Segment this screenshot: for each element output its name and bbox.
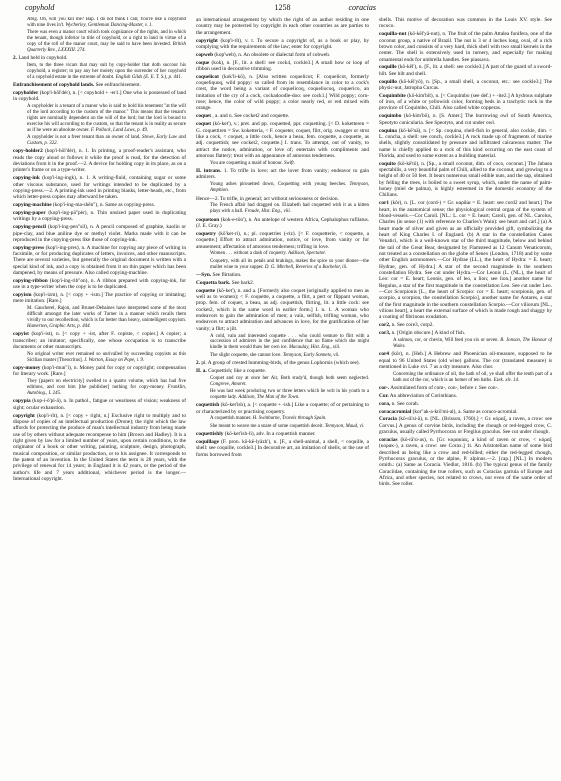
quote-source: Hamerton, Graphic Arts, p. 444. <box>27 323 91 329</box>
citation-quote <box>210 251 369 257</box>
quote-text: Women . . . without a dash of coquetry. <box>210 251 287 257</box>
dictionary-entry <box>13 292 186 305</box>
dictionary-entry <box>196 38 369 51</box>
entry-definition: Land held in copyhold. <box>18 55 68 62</box>
dictionary-entry <box>196 168 369 181</box>
dictionary-entry <box>196 74 369 112</box>
citation-quote <box>27 379 186 397</box>
entry-definition: (kok-e-tön'), n. An antelope of western Africa, Cephalophus rufilatus. (J. E. Gray.) <box>196 216 369 229</box>
quote-source: Ezek. xlv. 14. <box>493 377 520 383</box>
entry-definition: (kok), n. [F., lit. a shell: see cock4, cockle3.] A small bow or loop of ribbon used in decorative trimming. <box>196 59 369 72</box>
entry-definition: (kō-ket'), v.; pret. and pp. coquetted, ppr. coquetting. [< D. koketteren = G. coquettiren = Sw. koketteria, < F. coqueter, coquet, flirt, orig. swagger or strut like a cock, < coquet, a little cock, hence a beau, fem. coquette, a coquette, as adj. coquettish; see cocket2, coquette.] I. trans. To attempt, out of vanity, to attract the notice, admiration, or love of; entertain with compliments and amorous flattery; treat with an appearance of amorous tenderness. <box>196 121 369 159</box>
quote-source: Stowe, Early Law and Custom, p. 322. <box>27 135 186 146</box>
entry-definition: Assimilated form of com-, con-, before r. See con-. <box>390 385 499 392</box>
entry-headword: copying-ribbon <box>13 277 48 284</box>
entry-definition: 1. To trifle in love; act the lover from vanity; endeavor to gain admirers. <box>196 168 369 181</box>
dictionary-entry <box>13 245 186 277</box>
citation-quote <box>210 161 369 167</box>
entry-definition: (kop'i-ing-pen"sil), n. A pencil composed of graphite, kaolin or pipe-clay, and blue aniline dye or methyl violet. Marks made with it can be reproduced in the copying-press like those of copying-ink. <box>13 224 186 243</box>
dictionary-entry <box>13 278 186 291</box>
entry-headword: copyright <box>196 37 218 44</box>
citation-quote <box>210 353 369 359</box>
citation-quote <box>210 203 369 215</box>
entry-definition: an international arrangement by which the right of an author residing in one country may be protected by copyright in each other countries as are parties to the arrangement. <box>196 17 369 36</box>
entry-headword: copying-paper <box>13 209 46 216</box>
entry-definition: (kō-kēl'yō), n. [Sp., a small shell, a coconut, etc.: see cockle3.] The physic-nut, Jatropha Curcas. <box>379 78 552 91</box>
entry-definition: (kō-kē'nä), n. [< Sp. coquina, shell-fish in general, also cockle, dim. < L. concha, a shell: see conch, cockle3.] A rock made up of fragments of marine shells, slightly consolidated by pressure and infiltrated calcareous matter. The name is chiefly applied to a rock of this kind occurring on the east coast of Florida, and used to some extent as a building material. <box>379 127 552 159</box>
citation-quote <box>210 416 369 422</box>
quote-source: H. Swinburne, Travels through Spain. <box>252 416 327 422</box>
quote-text: You are coquetting a maid of honour. <box>210 160 283 166</box>
dictionary-entry <box>379 93 552 112</box>
entry-definition: n. [Origin obscure.] A kind of fish. <box>391 330 466 337</box>
quote-source: Tennyson, Maud, vi. <box>324 423 365 429</box>
entry-definition: , a. and n. See cocket2 and coquette. <box>212 113 290 120</box>
dictionary-entry <box>379 161 552 199</box>
entry-definition: (kō-kē'tō), n. [Sp., a small coconut, dim. of coco, coconut.] The Jubaea spectabilis, a very beautiful palm of Chili, allied to the coconut, and growing to a height of 40 or 50 feet. It bears numerous small edible nuts, and the sap, obtained by felling the trees, is boiled to a sweet syrup, which, under the name of palm-honey (miel de palma), is highly esteemed in the domestic economy of the Chilians. <box>379 160 552 199</box>
quote-source: Addison, Spectator. <box>287 251 326 257</box>
quote-source: Froude, Hist. Eng., viii. <box>244 209 291 215</box>
entry-definition: (kôr), n. [Heb.] A Hebrew and Phoenician oil-measure, supposed to be equal to 96 United States (old wine) gallons. The cor (translated measure) is mentioned in Luke xvi. 7 as a dry measure. Also chor. <box>379 351 552 370</box>
citation-quote <box>27 104 186 133</box>
dictionary-entry <box>196 121 369 159</box>
dictionary-entry <box>13 202 186 208</box>
entry-definition: (kō-kim'bō), n. [S. Amer.] The burrowing owl of South America, Speotyto cunicularia. See Speotyto, and cut under owl. <box>379 113 552 126</box>
dictionary-entry <box>13 90 186 103</box>
entry-definition: (kop'i-rīt), n. [< copy + right, n.] Exclusive right to multiply and to dispose of copies of an intellectual production (Drone); the right which the law affords for protecting the produce of man's intellectual industry from being made use of by others without adequate recompense to him (Brown and Hadley). It is a right given by law for a limited number of years, upon certain conditions, to the originator of a book or other writing, painting, sculpture, design, photograph, musical composition, or similar production, or to his assignee. It corresponds to the patent of an invention. In the United States the term is 28 years, with the privilege of renewal for 14 years; in England it is 42 years, or the period of the author's life and 7 years additional, whichever period is the longer.—International copyright. <box>13 412 186 482</box>
entry-headword: cor2, <box>379 322 391 329</box>
quote-text: Young ashes pirouetted down, Coquetting with young beeches. <box>210 182 347 188</box>
entry-definition: See enfranchisement. <box>95 82 141 89</box>
entry-definition: n. See core3, corp2. <box>391 322 434 329</box>
entry-headword: cor1 <box>379 200 389 207</box>
dictionary-entry <box>196 217 369 230</box>
dictionary-entry <box>379 401 552 407</box>
entry-headword: coquetoon <box>196 216 220 223</box>
quote-text: M. Gaucherel, Rajon, and Brunet-Debaines have interpreted some of the most difficult amongst the later works of Turner in a manner which recalls them vividly to our recollection, which is far better than heavy, unintelligent copyism. <box>27 306 186 324</box>
entry-definition: (kō-ket'ish-li), adv. In a coquettish manner. <box>224 431 316 438</box>
citation-quote <box>27 30 186 54</box>
quote-text: A coquettish manner. <box>210 416 252 422</box>
citation-quote <box>27 352 186 364</box>
dictionary-entry <box>196 280 369 286</box>
entry-headword: coquilla-nut <box>379 31 407 38</box>
entry-definition: (kop-i-ō'pi-ä), n. In pathol., fatigue or weariness of vision; weakness of sight; ocular exhaustion. <box>13 398 186 411</box>
entry-headword: Coracia <box>379 416 397 423</box>
entry-headword: —Syn. <box>196 271 212 278</box>
entry-definition: (kop'i-ing-pā"pėr), n. Thin unsized paper used in duplicating writings by a copying-press. <box>13 209 186 223</box>
entry-definition: (kō-kim'bīt), n. [< Coquimbo (see def.) + -ite2.] A hydrous sulphate of iron, of a white or yellowish color, forming beds in a trachytic rock in the province of Coquimbo, Chili. Also called white copperas. <box>379 92 552 112</box>
entry-headword: cora, <box>379 400 391 407</box>
entry-headword: copyright <box>13 412 35 419</box>
entry-headword: coquillo <box>379 78 397 85</box>
entry-headword: copying-press <box>13 244 45 251</box>
entry-headword: cor3, <box>379 330 391 337</box>
entry-definition: pl. A group of crested humming-birds, of the genus Lophornis (which see). <box>201 360 360 367</box>
citation-quote <box>210 182 369 194</box>
entry-headword: coquimbo <box>379 113 402 120</box>
column-1 <box>13 17 186 781</box>
entry-definition: Hence—2. To trifle, in general; act without seriousness or decision. <box>196 195 339 202</box>
entry-headword: copying-ink <box>13 175 40 182</box>
entry-headword: coquettishly <box>196 431 224 438</box>
dictionary-entry <box>379 64 552 77</box>
citation-quote <box>210 389 369 401</box>
entry-definition: See flirtation. <box>212 271 242 278</box>
entry-headword: copyist <box>13 331 29 338</box>
entry-definition: An abbreviation of Corinthians. <box>389 392 458 399</box>
entry-definition: See bark2. <box>231 279 255 286</box>
entry-headword: coquetry <box>196 230 217 237</box>
dictionary-entry <box>196 431 369 437</box>
quote-text: She meant to weave me a snare of some coquettish deceit. <box>210 423 324 429</box>
entry-headword: copy-money <box>13 365 41 372</box>
entry-headword: copweb <box>196 51 214 58</box>
entry-definition: n. See corah. <box>391 400 420 407</box>
quote-source: Swift. <box>283 160 295 166</box>
dictionary-entry <box>379 31 552 63</box>
entry-headword: cor-. <box>379 385 390 392</box>
entry-headword: coque <box>196 59 210 66</box>
quote-source: Wycherley, Gentleman Dancing-Master, v. 1. <box>65 22 153 28</box>
quote-text: Concerning the ordinance of oil, the bath of oil, ye shall offer the tenth part of a bath out of the cor, which is an homer of ten baths. <box>393 371 552 383</box>
entry-definition: (kop'web), n. An obsolete or dialectal form of cobweb. <box>214 51 331 58</box>
quote-source: British Quarterly Rev., LXXXIII. 274. <box>27 42 186 53</box>
quote-text: A copyholder is not a freer tenant than an owner of land. <box>27 135 141 141</box>
dictionary-entry <box>13 331 186 350</box>
citation-quote <box>210 376 369 388</box>
dictionary-entry <box>196 288 369 332</box>
entry-definition: (kō'ket-ri), n.; pl. coquetries (-riz). [< F. coquetterie, < coquette, a coquette.] Effort to attract admiration, notice, or love, from vanity or for amusement; affectation of amorous tenderness; trifling in love. <box>196 230 369 250</box>
entry-definition: (kop'i-ing-rib"on), n. A ribbon prepared with copying-ink, for use in a type-writer when the copy is to be duplicated. <box>13 277 186 291</box>
dictionary-entry <box>379 322 552 328</box>
citation-quote <box>27 306 186 330</box>
quote-source: B. Jonson, The Honour of Wales. <box>393 338 552 349</box>
quote-text: They [papers on electricity] swelled to a quarto volume, which has had five editions, and cost him [the publisher] nothing for copy-money. <box>27 379 186 391</box>
columns <box>13 17 552 781</box>
dictionary-entry <box>196 272 369 278</box>
entry-definition: (kō-kēl'yä-nut), n. The fruit of the palm Attalea funifera, one of the coconut group, a native of Brazil. The nut is 3 or 4 inches long, oval, of a rich brown color, and consists of a very hard, thick shell with two small kernels in the center. The shell is extensively used in turnery, and especially for making ornamental ends for umbrella handles. See piassava. <box>379 31 552 63</box>
entry-definition: (kop'i-hōl'dėr), n. 1. In printing, a proof-reader's assistant, who reads the copy aloud or follows it while the proof is read, for the detection of deviations from it in the proof.—2. A device for holding copy in its place, as on a printer's frame or on a type-writer. <box>13 148 186 174</box>
entry-headword: copying-pencil <box>13 224 46 231</box>
quote-text: A salmon, cor, or chevin, Will feed you six or seven. <box>393 338 499 343</box>
entry-headword: Coquimbite <box>379 92 406 99</box>
dictionary-entry <box>13 175 186 200</box>
quote-source: Franklin, Autobiog., I. 245. <box>27 385 186 396</box>
entry-headword: coquito <box>379 160 396 167</box>
entry-headword: coquet <box>196 121 212 128</box>
dictionary-entry <box>379 409 552 415</box>
entry-headword: Coquetta bark. <box>196 279 231 286</box>
quote-source: D. G. Mitchell, Reveries of a Bachelor, iii. <box>264 264 348 270</box>
entry-headword: II. a. <box>196 367 207 374</box>
dictionary-entry <box>13 365 186 378</box>
entry-definition: (kō-rā'si-ä), n. [NL. (Brisson, 1760).] < Gr. κόραξ, a raven, a crow: see Corvus.] A genus of corvine birds, including the chough or red-legged crow, C. graculus, usually called Pyrrhocorax or Fregilus graculus. See cut under chough. <box>379 416 552 436</box>
entry-headword: coracacromial <box>379 408 412 415</box>
column-3 <box>379 17 552 781</box>
quote-source: Addison, The Man of the Town. <box>238 394 300 400</box>
dictionary-entry <box>196 402 369 415</box>
quote-text: Item, to the three vicars that may suit by copy-holder that doth succour his copyhold, a register; to pay any her moiety upon the surrender of her copyhold of a copyhold estate in the extreme of doubt. <box>27 63 186 80</box>
entry-definition: (kop'i-rīt), v. t. To secure a copyright of, as a book or play, by complying with the requirements of the law; enter for copyright. <box>196 37 369 50</box>
column-2 <box>196 17 369 781</box>
entry-definition: (kō-ket'), n. and a. [Formerly also coquet (originally applied to men as well as to women); < F. coquette, a coquette, a flirt, a pert or flippant woman, prop. fem. of coquet, a beau, as adj. coquettish, flirting, lit. a little cock: see cocket2, which is the same word in earlier form.] I. n. 1. A woman who endeavors to gain the admiration of men; a vain, selfish, trifling woman, who endeavors to attract admiration and advances in love, for the gratification of her vanity; a flirt; a jilt. <box>196 287 369 332</box>
dictionary-entry <box>196 196 369 202</box>
dictionary-entry <box>13 224 186 243</box>
dictionary-entry <box>196 360 369 366</box>
dictionary-entry <box>379 330 552 336</box>
entry-headword: 2. <box>13 55 17 62</box>
dictionary-entry <box>196 439 369 458</box>
page-header <box>13 3 552 15</box>
dictionary-entry <box>379 79 552 92</box>
quote-source: Congreve, Amoret. <box>210 381 247 387</box>
dictionary-entry <box>379 17 552 30</box>
entry-headword: 2. <box>196 360 200 367</box>
quote-text: He was last week producing two or three letters which he writ in his youth to a coquette lady. <box>210 389 369 400</box>
quote-source: J. Warton, Essay on Pope, i. 9. <box>84 357 145 363</box>
citation-quote <box>393 338 552 350</box>
citation-quote <box>210 334 369 352</box>
entry-headword: coquettish <box>196 402 220 409</box>
quote-text: A copyholder is a tenant of a manor who is said to hold his tenement "at the will of the lord according to the custom of the manor." This means that the tenant's rights are nominally dependent on the will of the lord; but the lord is bound to exercise his will according to the custom, so that the tenant is in reality as secure as if he were an absolute owner. <box>27 104 186 133</box>
entry-definition: (kop'i-mun"i), n. Money paid for copy or copyright; compensation for literary work. [Rare.] <box>13 365 186 378</box>
dictionary-entry <box>196 368 369 374</box>
citation-quote <box>27 63 186 81</box>
entry-headword: Cor. <box>379 392 389 399</box>
quote-text: The French affair had dragged on. Elizabeth had coquetted with it as a kitten plays with a ball. <box>210 203 369 215</box>
entry-definition: (kō-ket'ish), a. [< coquette + -ish.] Like a coquette; of or pertaining to or characterized by or practising coquetry. <box>196 402 369 415</box>
entry-definition: (kor"ak-a-krō'mi-al), a. Same as coraco-acromial. <box>412 408 518 415</box>
entry-headword: copy-holder2 <box>13 148 43 155</box>
entry-definition: (kop'i-ist), n. [< copy + -ist, after F. copiste, < copier.] A copier; a transcriber; an imitator; specifically, one whose occupation is to transcribe documents or other manuscripts. <box>13 331 186 350</box>
entry-headword: cor4 <box>379 351 389 358</box>
dictionary-entry <box>196 113 369 119</box>
citation-quote <box>210 424 369 430</box>
dictionary-entry <box>196 231 369 250</box>
quote-text: The slight coquette, she cannot love. <box>210 352 282 358</box>
quote-source: English Gilds (E. E. T. S.), p. 441. <box>115 74 183 80</box>
entry-definition: (kop'i-izm), n. [< copy + -ism.] The practice of copying or imitating; mere imitation. [Rare.] <box>13 292 186 305</box>
dictionary-entry <box>13 82 186 88</box>
quote-text: No original writer ever remained so unrivalled by succeeding copyists as this Sicilian master [Theocritus]. <box>27 351 186 363</box>
dictionary-entry <box>13 148 186 173</box>
quote-text: Coquetry, with all its petals and brakings, makes the spice so your dinner—the mullet wine to your supper. <box>210 258 369 270</box>
entry-definition: (F. pron. kō-kē-lyäzh'), n. [F., a shell-animal, a shell, < coquille, a shell: see coquille, cockle3.] In decorative art, an imitation of shells, or the use of forms borrowed from <box>196 439 369 458</box>
page-number: 1258 <box>274 3 291 12</box>
entry-definition: (kop'i-hōl'dėr), n. [< copyhold + -er1.] One who is possessed of land in copyhold. <box>13 90 186 103</box>
entry-headword: copying-machine <box>13 202 52 209</box>
dictionary-entry <box>13 55 186 61</box>
citation-quote <box>393 372 552 384</box>
citation-quote <box>27 135 186 147</box>
dictionary-entry <box>379 128 552 160</box>
dictionary-entry <box>13 398 186 411</box>
right-running-head: coracias <box>348 3 376 12</box>
entry-definition: (kop'i-ing-ma-shēn"), n. Same as copying-press. <box>52 202 156 209</box>
dictionary-entry <box>379 393 552 399</box>
entry-headword: coquina <box>379 127 397 134</box>
dictionary-entry <box>379 416 552 435</box>
entry-headword: coquille <box>379 64 397 71</box>
dictionary-entry <box>379 351 552 370</box>
entry-definition: (kō-rā'si-as), n. [Gr. κορακίας, a kind of raven or crow, < κόραξ (κορακ-), a raven, a crow: see Corax.] 1t. An Aristotelian name of some bird described as being like a crow and red-billed; either the red-legged chough, Pyrrhocorax graculus, or the alpine, P. alpinus.—2. [cap.] [NL.] In modern ornith.: (a) Same as Coracia. Viedlot, 1816. (b) The typical genus of the family Coraciidae, containing the true rollers, such as Coracias garrula of Europe and Africa, and other species, not related to crows, nor even of the same order of birds. See roller. <box>379 436 552 488</box>
entry-headword: copyholder <box>13 90 39 97</box>
entry-headword: coquet <box>196 113 212 120</box>
dictionary-entry <box>196 60 369 73</box>
entry-definition: Coquettish; like a coquette. <box>208 367 267 374</box>
citation-quote <box>27 17 186 29</box>
dictionary-entry <box>13 413 186 483</box>
entry-definition: (kop'i-ing-pres), n. A machine for copying any piece of writing in facsimile, or for producing duplicates of letters, invoices, and other manuscripts. There are several varieties, but generally the original document is written with a special kind of ink, and a copy is obtained from it on thin paper which has been dampened, by means of pressure. Also called copying-machine. <box>13 244 186 277</box>
quote-text: There was even a manor court which took cognizance of the rights, and in which the tenant, though inferior in title of copyhold, or a right to land in virtue of a copy of the roll of the manor court, may be said to have been invested. <box>27 30 186 47</box>
left-running-head: copyhold <box>25 3 55 12</box>
entry-headword: coquelicot <box>196 73 219 80</box>
quote-source: Tennyson, Early Sonnets, vii. <box>282 352 340 358</box>
entry-headword: copyism <box>13 292 32 299</box>
dictionary-entry <box>196 52 369 58</box>
entry-headword: copypia <box>13 398 31 405</box>
quote-text: A cold, vain and interested coquette . . . who could venture to flirt with a succession of admirers in the just confidence that no flame which she might kindle in them would thaw her own ice. <box>210 333 369 351</box>
dictionary-entry <box>196 17 369 36</box>
entry-definition: (kôr), n. [L. cor (cord-) = Gr. καρδία = E. heart: see cord2 and heart.] The heart, in the anatomical sense; the physiological central organ of the system of blood-vessels.—Cor Caroli. [NL.: L. cor = E. heart; Caroli, gen. of NL. Carolus, Charles (in sense (1) with reference to Charles's Wain): see heart and carl.] (a) A heart made of silver and given as an officially provided gift, symbolizing the heart of King Charles I. of England. (b) A star in the constellation Canes Venatici, which is a well-known star of the third magnitude, below and behind the tail of the Great Bear, designated by Flamsteed as 12 Canum Venaticorum, not treated as a constellation on the globe of Senex (London, 1718) and by some other English astronomers.—Cor Hydrae (LL.), the heart of Hydra: = E. heart; Hydrae, gen. of Hydra.] A star of the second magnitude in the southern constellation Hydra. See cut under Hydra.—Cor Leonis (L. (NL.), the heart of Leo: cor = E. heart; Leonis, gen. of leo, a lion; see lion.] another name for Regulus, a star of the first magnitude in the constellation Leo. See cut under Leo.—Cor Scorpionis [L., the heart of Scorpio: cor = E. heart; scorpionis, gen. of scorpio, a scorpion, the constellation Scorpio], another name for Antares, a star of the first magnitude in the southern constellation Scorpio.—Cor viliorum [NL., vilious heart], a heart the external surface of which is made rough and shaggy by a coating of fibrinous exudation. <box>379 200 552 321</box>
entry-headword: coquillage <box>196 439 219 446</box>
quote-source: Macaulay, Hist. Eng., xiii. <box>288 345 341 351</box>
entry-headword: II. intrans. <box>196 168 222 175</box>
entry-headword: Enfranchisement of copyhold lands. <box>13 82 95 89</box>
entry-definition: (kop'i-ing-ingk), n. 1. A writing-fluid, containing sugar or some other viscous substance, used for writings intended to be duplicated by a copying-press.—2. A printing-ink used in printing blanks, letter-heads, etc., from which letter-press copies may afterward be taken. <box>13 175 186 201</box>
dictionary-entry <box>379 437 552 488</box>
dictionary-entry <box>379 200 552 321</box>
entry-definition: (kok'li-kō), n. [Also written coquelicot; F. coquelicot, formerly coqueliquoq, wild poppy: so called from its resemblance in color to a cock's crest, the word being a variant of coquelicoq, coqueliocoq, coquerico, an imitation of the cry of a cock, cockadoodle-doo: see cock1.] Wild poppy; corn-rose; hence, the color of wild poppy; a color nearly red, or red mixed with orange. <box>196 73 369 112</box>
dictionary-entry <box>379 113 552 126</box>
entry-headword: coracias <box>379 436 398 443</box>
quote-text: Coquet and coy at once her Air, Both study'd, though both seem neglected. <box>210 375 369 381</box>
citation-quote <box>210 259 369 271</box>
entry-definition: shells. This motive of decoration was common in the Louis XV. style. See rococo. <box>379 17 552 30</box>
dictionary-entry <box>379 385 552 391</box>
entry-definition: (kō-kēl'), n. [F., lit. a shell: see cockle3.] A part of the guard of a sword-hilt. See hilt and shell. <box>379 64 552 77</box>
quote-text: Abig. Oh, will you kill me? Bap. I do not think I can; You're like a copyhold with nine lives in't. <box>27 17 186 28</box>
quote-source: Tennyson, Amphion. <box>210 182 369 194</box>
dictionary-entry <box>13 210 186 223</box>
quote-source: F. Pollock, Land Laws, p. 49. <box>90 127 149 133</box>
entry-headword: coquette <box>196 287 216 294</box>
